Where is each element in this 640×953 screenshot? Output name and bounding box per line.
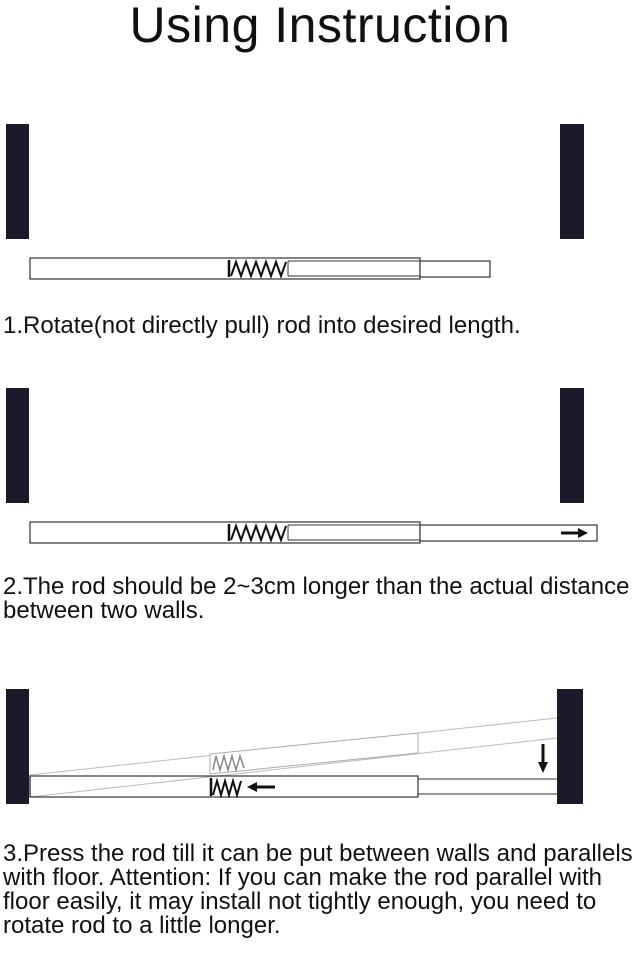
step3-text: 3.Press the rod till it can be put between walls and parallels with floor. Attention: If you can make the rod parallel with floor easily, it may install not tightly enough, you need to rotate rod to a little longer. bbox=[3, 840, 633, 939]
arrow-left-icon bbox=[247, 782, 275, 792]
spring-icon bbox=[211, 778, 241, 796]
page-title: Using Instruction bbox=[129, 0, 511, 53]
tilted-rod bbox=[30, 718, 557, 797]
step2-text: 2.The rod should be 2~3cm longer than the actual distance between two walls. bbox=[3, 573, 630, 624]
arrow-down-icon bbox=[538, 744, 548, 773]
right-wall bbox=[557, 689, 583, 804]
left-wall bbox=[6, 689, 29, 804]
step1-text: 1.Rotate(not directly pull) rod into desired length. bbox=[3, 312, 521, 339]
